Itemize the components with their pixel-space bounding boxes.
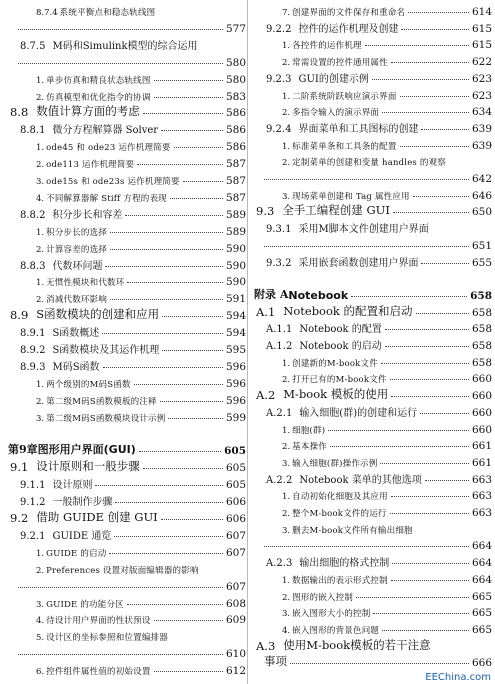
toc-entry-title: ode15s 和 ode23s 运作机理简要 [46, 177, 180, 187]
toc-entry-number: 8.7.5 [20, 40, 46, 52]
toc-page-number: 586 [225, 124, 246, 137]
toc-entry-title: M-book 模板的使用 [283, 387, 389, 402]
toc-entry-number: 8.9.3 [20, 361, 46, 373]
toc-page-number: 651 [471, 239, 492, 252]
toc-entry-number: 8.8.1 [20, 125, 46, 137]
toc-entry-number: 8.8.3 [20, 260, 46, 272]
toc-entry-title: 输出细胞的格式控制 [299, 558, 390, 570]
leader-dots [385, 346, 469, 347]
toc-entry-number: A.1.1 [266, 324, 293, 336]
toc-page-number: 590 [225, 276, 246, 289]
toc-entry-number: 3. [36, 177, 45, 187]
toc-entry-number: 第9章 [8, 443, 38, 457]
toc-entry-title: 设计区的坐标参照和位置编排器 [46, 633, 168, 644]
toc-entry[interactable] [8, 657, 246, 677]
toc-entry-number: 3. [282, 458, 291, 469]
toc-entry-number: 8.8 [10, 105, 29, 120]
toc-page-number: 589 [225, 208, 246, 221]
toc-entry-number: 2. [36, 396, 45, 407]
leader-dots [328, 430, 469, 431]
toc-entry-title: 计算容差的选择 [46, 244, 108, 255]
toc-entry-number: 9.3.2 [266, 257, 292, 269]
toc-entry-title: 创建界面的文件保存和重命名 [292, 8, 406, 18]
leader-dots [264, 179, 469, 180]
toc-entry-title: 消减代数环影响 [46, 295, 108, 306]
toc-entry-number: A.2.2 [266, 474, 293, 486]
leader-dots [290, 663, 469, 664]
toc-entry-number: 8.7.4 [36, 8, 58, 18]
toc-entry-number: 9.1.1 [20, 480, 46, 492]
leader-dots [264, 546, 469, 547]
toc-entry-number: 4. [282, 625, 291, 636]
toc-entry-title: 各控件的运作机理 [292, 41, 362, 52]
toc-page-number: 664 [471, 557, 492, 570]
toc-entry-number: A.2 [256, 388, 276, 403]
toc-entry-title: 两个级别的M码S函数 [46, 379, 131, 390]
toc-entry-title: 借助 GUIDE 创建 GUI [36, 510, 158, 524]
toc-entry-number: 2. [36, 565, 45, 576]
toc-entry-number: 1. [282, 141, 291, 152]
toc-entry-number: 1. [282, 575, 291, 586]
toc-page-number: 663 [471, 473, 492, 486]
toc-page-number: 665 [471, 607, 492, 620]
leader-dots [381, 363, 469, 364]
toc-entry-title: 创建新的M-book文件 [292, 358, 378, 369]
toc-entry-title: 基本操作 [292, 442, 327, 453]
toc-entry-number: 3. [282, 191, 291, 202]
toc-page-number: 583 [225, 90, 246, 103]
toc-entry-number: 1. [36, 379, 45, 390]
toc-entry-number: 9.3 [256, 204, 275, 219]
toc-entry-number: 1. [36, 75, 45, 86]
toc-entry-title: 待设计用户界面的性状预设 [46, 616, 151, 627]
toc-entry-title: 积分步长的选择 [46, 227, 108, 238]
toc-entry-number: 5. [36, 633, 45, 644]
toc-entry-number: 4. [36, 616, 45, 627]
toc-entry-number: 2. [282, 58, 291, 69]
leader-dots [105, 266, 223, 267]
leader-dots [125, 215, 223, 216]
leader-dots [385, 329, 469, 330]
toc-page-number: 615 [471, 39, 492, 52]
leader-dots [425, 480, 469, 481]
toc-page-number: 623 [471, 72, 492, 85]
toc-entry-number: 9.1 [10, 460, 29, 475]
toc-entry-title: Notebook 的配置和启动 [283, 303, 413, 318]
toc-page-number: 623 [471, 89, 492, 102]
leader-dots [391, 62, 469, 63]
toc-entry-title: 系统平衡点和稳态轨线图 [59, 8, 156, 18]
toc-entry-number: 2. [282, 108, 291, 119]
toc-entry-title: 不同解算器解 Stiff 方程的表现 [46, 193, 167, 204]
toc-entry-title: S函数模块的创建和应用 [36, 307, 160, 322]
toc-entry-number: 2. [282, 375, 291, 386]
leader-dots [421, 129, 469, 130]
toc-entry-title: 控件的运作机理及创建 [298, 23, 399, 35]
toc-entry-number: 6. [36, 667, 45, 678]
leader-dots [162, 316, 223, 317]
leader-dots [18, 29, 223, 30]
toc-page-number: 589 [225, 225, 246, 238]
toc-page-number: 587 [225, 191, 246, 204]
toc-entry-title: 图形的嵌入控制 [292, 592, 354, 603]
toc-entry-number: A.2.1 [266, 407, 293, 419]
leader-dots [139, 451, 221, 452]
toc-entry-title: M码和Simulink模型的综合运用 [52, 40, 198, 52]
toc-page-number: 607 [225, 580, 246, 593]
toc-entry-title: 输入细胞(群)操作示例 [292, 458, 378, 469]
leader-dots [401, 29, 469, 30]
toc-page-number: 587 [225, 158, 246, 171]
toc-entry-title: 嵌入图形大小的控制 [292, 609, 371, 620]
toc-entry-number: 1. [282, 41, 291, 52]
toc-entry-number: A.3 [256, 638, 276, 653]
leader-dots [137, 164, 223, 165]
toc-entry-title: Notebook 的配置 [299, 324, 382, 336]
toc-page-number: 594 [225, 327, 246, 340]
toc-page-number: 622 [471, 56, 492, 69]
toc-entry-title: 使用M-book模板的若干注意 [283, 637, 431, 652]
toc-entry-title: 单步仿真和精良状态轨线图 [46, 75, 151, 86]
toc-page-number: 599 [225, 411, 246, 424]
toc-page-number: 594 [225, 310, 246, 323]
toc-entry-number: A.2.3 [266, 558, 293, 570]
toc-page-number: 590 [225, 259, 246, 272]
toc-entry-title: 输入细胞(群)的创建和运行 [299, 407, 418, 419]
leader-dots [391, 496, 469, 497]
toc-entry-title: 采用嵌套函数创建用户界面 [298, 257, 419, 269]
toc-entry-title: S函数概述 [52, 328, 100, 340]
toc-page-number: 607 [225, 529, 246, 542]
toc-entry-number: 9.1.2 [20, 497, 46, 509]
toc-entry-title: GUIDE 通览 [52, 530, 112, 542]
leader-dots [183, 181, 223, 182]
toc-page-number: 658 [471, 306, 492, 319]
toc-entry-title: 细胞(群) [292, 425, 326, 436]
leader-dots [392, 563, 469, 564]
leader-dots [109, 553, 222, 554]
toc-entry-number: 1. [36, 227, 45, 238]
leader-dots [143, 468, 223, 469]
leader-dots [382, 112, 469, 113]
toc-entry-title: 一般制作步骤 [52, 497, 113, 509]
toc-entry-title: 积分步长和容差 [52, 209, 123, 221]
toc-entry-title: 事项 [264, 654, 287, 669]
toc-entry-title: 整个M-book文件的运行 [292, 509, 387, 519]
toc-page-number: 586 [225, 141, 246, 154]
toc-entry-title: ode113 运作机理简要 [46, 160, 135, 171]
toc-entry-title: GUIDE 的功能分区 [46, 599, 124, 610]
toc-page-number: 660 [471, 406, 492, 419]
toc-page-number: 605 [224, 445, 246, 458]
leader-dots [330, 446, 469, 447]
toc-page-number: 610 [225, 648, 246, 661]
toc-entry-title: 自动初始化细胞及其应用 [292, 492, 388, 503]
toc-entry-number: 8.9.2 [20, 345, 46, 356]
leader-dots [102, 333, 223, 334]
toc-page-number: 591 [225, 293, 246, 306]
toc-entry-title: 微分方程解算器 Solver [52, 125, 159, 137]
leader-dots [382, 630, 469, 631]
toc-entry-number: 9.2.4 [266, 123, 292, 135]
toc-page-number: 664 [471, 573, 492, 586]
leader-dots [351, 296, 467, 297]
leader-dots [95, 485, 223, 486]
toc-page-number: 606 [225, 513, 246, 525]
leader-dots [18, 654, 223, 655]
toc-entry-number: 2. [282, 158, 291, 169]
toc-entry-number: A.1 [256, 304, 276, 319]
toc-entry-number: 3. [36, 413, 45, 424]
toc-page-number: 609 [225, 614, 246, 627]
toc-entry-title: GUI的创建示例 [298, 73, 369, 85]
leader-dots [161, 130, 223, 131]
toc-page-number: 577 [225, 22, 246, 35]
toc-entry-number: 9.2.3 [266, 73, 292, 85]
toc-page-number: 608 [225, 597, 246, 610]
toc-page-number: 660 [471, 423, 492, 436]
leader-dots [115, 502, 223, 503]
toc-entry-number: 8.9.1 [20, 328, 46, 340]
toc-page-number: 658 [471, 340, 492, 352]
toc-entry[interactable] [254, 649, 492, 669]
toc-page-number: 607 [225, 546, 246, 559]
toc-entry-title: 无惯性模块和代数环 [46, 278, 125, 289]
leader-dots [356, 597, 469, 598]
toc-entry-number: 1. [36, 278, 45, 289]
toc-entry-title: 现场菜单创建和 Tag 属性应用 [292, 191, 410, 202]
toc-entry-number: 3. [282, 525, 291, 536]
toc-entry-number: 9.2 [10, 511, 29, 525]
toc-entry-number: 1. [36, 548, 45, 559]
toc-entry-title: 仿真模型和优化指令的协调 [46, 92, 151, 103]
toc-entry-title: 打开已有的M-book文件 [292, 375, 387, 386]
toc-entry-title: 界面菜单和工具图标的创建 [298, 123, 419, 135]
toc-page-number: 666 [471, 657, 492, 670]
toc-page-number: 655 [471, 256, 492, 269]
toc-page-number: 665 [471, 623, 492, 636]
toc-entry-number: 8.8.2 [20, 209, 46, 221]
leader-dots [391, 396, 469, 397]
leader-dots [373, 613, 469, 614]
toc-entry-title: ode45 和 ode23 运作机理简要 [46, 143, 171, 154]
column-divider [247, 0, 248, 684]
leader-dots [408, 12, 469, 13]
toc-entry-title: 二阶系统阶跃响应演示界面 [292, 91, 397, 102]
toc-entry-number: 2. [36, 295, 45, 306]
toc-page-number: 587 [225, 175, 246, 187]
toc-entry-title: 代数环问题 [52, 260, 103, 272]
leader-dots [162, 350, 223, 351]
toc-page-number: 650 [471, 206, 492, 219]
leader-dots [127, 282, 223, 283]
leader-dots [103, 367, 223, 368]
toc-entry-title: 控件组件属性值的初始设置 [46, 667, 151, 678]
toc-entry-title: GUIDE 的启动 [46, 548, 107, 559]
leader-dots [110, 232, 223, 233]
toc-entry-title: Notebook 菜单的其他选项 [299, 474, 422, 486]
leader-dots [161, 519, 223, 520]
toc-page-number: 658 [470, 289, 492, 302]
toc-entry-number: A.1.2 [266, 341, 293, 352]
leader-dots [127, 604, 223, 605]
leader-dots [264, 246, 469, 247]
toc-page-number: 586 [225, 107, 246, 120]
leader-dots [400, 96, 469, 97]
toc-entry-title: 全手工编程创建 GUI [282, 203, 390, 218]
leader-dots [170, 198, 223, 199]
toc-page-number: 590 [225, 242, 246, 255]
toc-entry-title: Notebook 的启动 [299, 341, 382, 352]
toc-page-number: 606 [225, 496, 246, 509]
toc-page-number: 615 [471, 22, 492, 35]
toc-entry-title: 图形用户界面(GUI) [37, 443, 136, 457]
leader-dots [380, 463, 468, 464]
leader-dots [18, 587, 223, 588]
leader-dots [174, 147, 223, 148]
toc-entry-number: 附录 A [254, 287, 289, 301]
toc-entry-title: Notebook [288, 288, 349, 302]
toc-entry-number: 1. [282, 358, 291, 369]
toc-entry-number: 1. [36, 143, 45, 154]
toc-page-number: 646 [471, 189, 492, 202]
leader-dots [154, 671, 223, 672]
leader-dots [413, 196, 469, 197]
toc-page-number: 612 [225, 665, 246, 678]
toc-entry-number: 1. [282, 425, 291, 436]
leader-dots [390, 513, 469, 514]
leader-dots [400, 146, 469, 147]
leader-dots [154, 80, 223, 81]
toc-entry-title: 第二级M码S函数模块设计示例 [46, 413, 166, 424]
toc-entry-title: Preferences 设置对版面编辑器的影响 [46, 565, 199, 576]
leader-dots [168, 418, 223, 419]
toc-page-number: 634 [471, 106, 492, 119]
leader-dots [154, 97, 223, 98]
toc-entry-title: 标准菜单条和工具条的配置 [292, 141, 397, 152]
watermark: EEChina.com [425, 672, 491, 683]
toc-entry-number: 7. [282, 8, 291, 18]
leader-dots [18, 63, 223, 64]
toc-entry-number: 2. [282, 509, 291, 519]
toc-entry-number: 9.2.1 [20, 530, 46, 542]
toc-page-number: 596 [225, 394, 246, 407]
toc-entry-title: 数据输出的表示形式控制 [292, 575, 388, 586]
toc-entry-number: 3. [282, 609, 291, 620]
toc-entry-title: 常需设置的控件通用属性 [292, 58, 388, 69]
leader-dots [372, 79, 469, 80]
toc-entry-title: S函数模块及其运作机理 [52, 345, 160, 356]
leader-dots [390, 379, 469, 380]
toc-entry-number: 2. [282, 592, 291, 603]
toc-entry-number: 2. [36, 92, 45, 103]
toc-entry-title: 删去M-book文件所有输出细胞 [292, 525, 413, 536]
leader-dots [365, 45, 469, 46]
toc-entry-number: 4. [36, 193, 45, 204]
leader-dots [114, 536, 223, 537]
toc-entry-number: 8.9 [10, 308, 29, 323]
toc-page-number: 661 [471, 440, 492, 453]
leader-dots [154, 620, 223, 621]
toc-entry-number: 1. [282, 492, 291, 503]
toc-page-number: 642 [471, 173, 492, 185]
toc-page-number: 661 [471, 456, 492, 469]
toc-page-number: 605 [225, 462, 246, 475]
toc-entry-title: 定制菜单的创建和变量 handles 的观察 [292, 158, 446, 169]
toc-page-number: 595 [225, 344, 246, 356]
toc-entry-title: M码S函数 [52, 361, 100, 373]
toc-entry-title: 第二级M码S函数模板的注释 [46, 396, 157, 407]
toc-page-number: 639 [471, 139, 492, 152]
toc-entry-title: 采用M脚本文件创建用户界面 [298, 224, 429, 236]
leader-dots [134, 384, 223, 385]
leader-dots [143, 113, 223, 114]
toc-page-number: 660 [471, 390, 492, 403]
toc-page-number: 580 [225, 73, 246, 86]
toc-page-number: 596 [225, 360, 246, 373]
toc-page-number: 664 [471, 540, 492, 553]
toc-page-number: 605 [225, 479, 246, 492]
toc-entry-title: 设计原则 [52, 480, 93, 492]
toc-page-number: 663 [471, 490, 492, 503]
leader-dots [416, 313, 469, 314]
toc-page-number: 596 [225, 377, 246, 390]
toc-entry-number: 3. [36, 599, 45, 610]
leader-dots [160, 401, 223, 402]
toc-entry-number: 9.2.2 [266, 23, 292, 35]
toc-entry-title: 数值计算方面的考虑 [36, 104, 140, 119]
leader-dots [110, 249, 223, 250]
toc-entry-title: 设计原则和一般步骤 [36, 459, 140, 474]
toc-entry-number: 2. [282, 442, 291, 453]
toc-page-number: 663 [471, 507, 492, 519]
toc-entry-number: 2. [36, 160, 45, 171]
toc-entry-title: 嵌入图形的背景色问题 [292, 625, 380, 636]
leader-dots [391, 580, 469, 581]
toc-page-number: 658 [471, 356, 492, 369]
toc-entry-title: 多指令输入的演示界面 [292, 108, 380, 119]
toc-entry-number: 1. [282, 91, 291, 102]
toc-page-number: 614 [471, 6, 492, 18]
toc-page-number: 660 [471, 373, 492, 386]
leader-dots [421, 263, 469, 264]
leader-dots [420, 413, 469, 414]
leader-dots [393, 212, 469, 213]
toc-page-number: 639 [471, 122, 492, 135]
leader-dots [110, 299, 223, 300]
toc-page-number: 580 [225, 56, 246, 69]
toc-entry-number: 2. [36, 244, 45, 255]
toc-entry-number: 9.3.1 [266, 224, 292, 236]
toc-page-number: 665 [471, 590, 492, 603]
toc-page-number: 658 [471, 323, 492, 336]
